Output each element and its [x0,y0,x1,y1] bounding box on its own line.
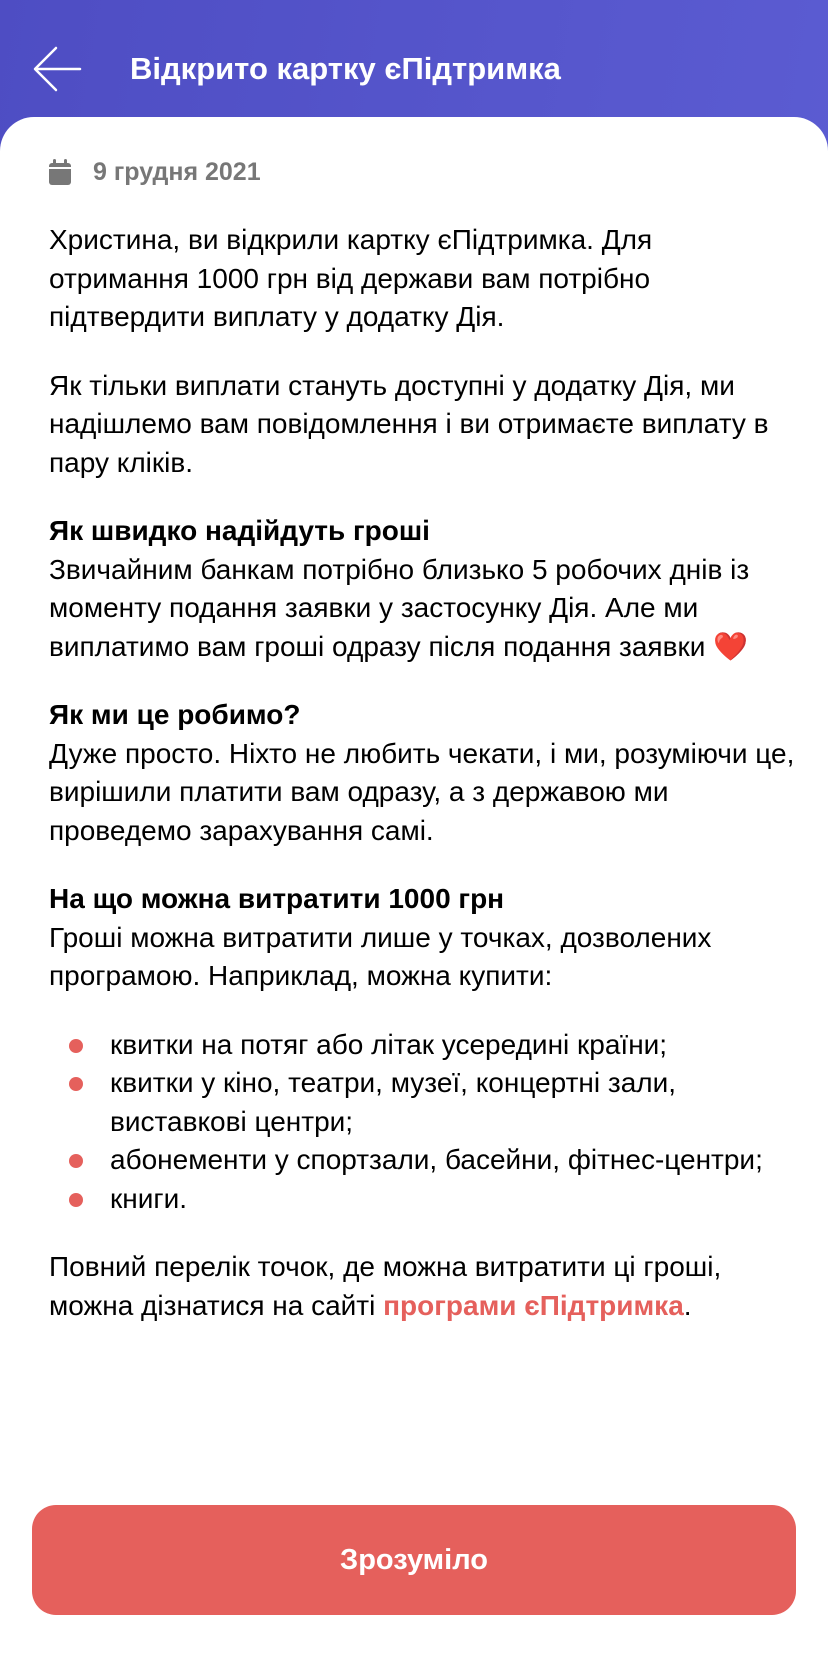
section-text: Дуже просто. Ніхто не любить чекати, і ми, розуміючи це, вирішили платити вам одразу, а з державою ми проведемо зарахування самі. [49,737,795,846]
section-heading: На що можна витратити 1000 грн [49,883,505,914]
intro-paragraph: Христина, ви відкрили картку єПідтримка. Для отримання 1000 грн від держави вам потрібно підтвердити виплату у додатку Дія. [49,224,653,332]
section-spend [49,880,797,996]
message-body [49,153,797,1355]
content-card [0,117,828,1666]
date-text: 9 грудня 2021 [93,157,261,186]
section-text: Гроші можна витратити лише у точках, дозволених програмою. Наприклад, можна купити: [49,921,712,991]
list-item-text: квитки у кіно, театри, музеї, концертні зали, виставкові центри; [110,1067,677,1137]
list-item-text: абонементи у спортзали, басейни, фітнес-центри; [110,1144,763,1175]
page-title: Відкрито картку єПідтримка [130,51,561,86]
list-item-text: квитки на потяг або літак усередині країни; [110,1028,668,1060]
footer-period: . [683,1289,692,1321]
arrow-left-icon [30,44,84,94]
date-row [49,153,797,191]
bullet-icon [69,1154,83,1168]
list-item [49,1026,797,1065]
footer-paragraph [49,1248,797,1325]
list-item [49,1141,797,1180]
understood-button[interactable]: Зрозуміло [32,1505,796,1615]
program-site-link[interactable]: програми єПідтримка [383,1289,684,1321]
section-speed [49,512,797,666]
section-heading: Як ми це робимо? [49,699,301,730]
bullet-icon [69,1039,83,1053]
section-heading: Як швидко надійдуть гроші [49,515,430,546]
list-item-text: книги. [110,1182,187,1214]
section-text: Звичайним банкам потрібно близько 5 робочих днів із моменту подання заявки у застосунку Дія. Але ми виплатимо вам гроші одразу після подання заявки [49,553,750,662]
heart-emoji-icon: ❤️ [713,630,749,662]
section-how [49,696,797,850]
calendar-icon [49,159,71,185]
list-item [49,1180,797,1219]
list-item [49,1064,797,1141]
bullet-icon [69,1077,83,1091]
allowed-purchases-list [49,1026,797,1219]
bullet-icon [69,1193,83,1207]
footer-text: Повний перелік точок, де можна витратити ці гроші, можна дізнатися на сайті [49,1251,722,1321]
notify-paragraph: Як тільки виплати стануть доступні у додатку Дія, ми надішлемо вам повідомлення і ви отримаєте виплату в пару кліків. [49,369,769,478]
back-button[interactable] [30,44,84,94]
